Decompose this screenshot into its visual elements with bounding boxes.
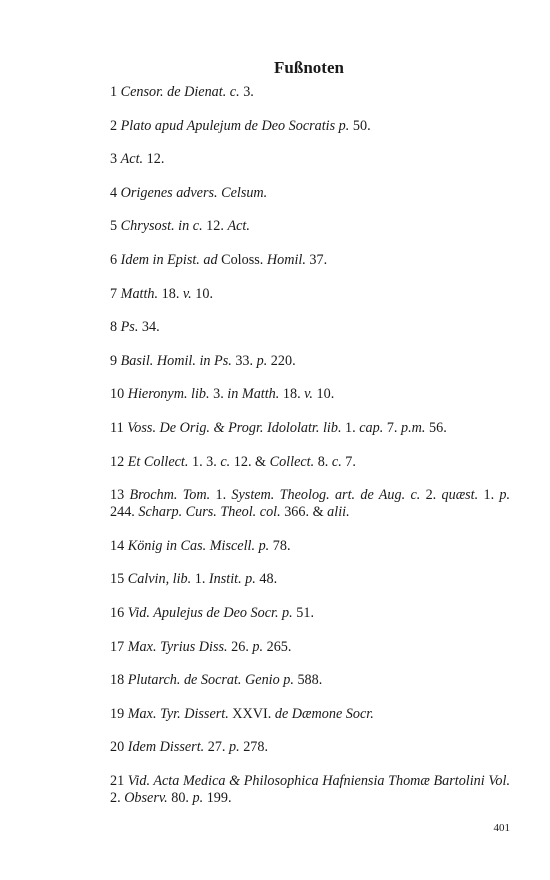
footnote-text-segment: Max. Tyr. Dissert.	[127, 705, 229, 722]
footnote-number: 11	[110, 419, 124, 436]
footnote-text-segment: Max. Tyrius Diss.	[127, 638, 228, 655]
footnote-text-segment: p.	[252, 638, 264, 655]
footnote-number: 15	[110, 571, 125, 588]
footnote-text-segment: Coloss.	[217, 251, 267, 268]
footnote-item	[110, 639, 510, 656]
footnote-text-segment: 7.	[383, 419, 402, 436]
footnote-text-segment: p.	[256, 352, 268, 369]
footnote-text-segment: c.	[331, 453, 342, 470]
footnote-text-segment: 3.	[209, 386, 228, 403]
footnote-text-segment: v.	[182, 285, 192, 302]
footnote-text-segment: Homil.	[266, 251, 306, 268]
footnote-number: 21	[110, 772, 125, 789]
footnote-text-segment: 220.	[267, 352, 296, 369]
footnote-number: 19	[110, 705, 125, 722]
footnote-text-segment: 1. 3.	[188, 453, 221, 470]
footnote-text-segment: Censor. de Dienat. c.	[120, 84, 240, 100]
footnote-text-segment: quæst.	[441, 487, 479, 504]
footnote-text-segment: v.	[304, 386, 313, 403]
footnote-number: 17	[110, 638, 125, 655]
footnote-list	[110, 84, 510, 823]
footnote-text-segment: Idem Dissert.	[127, 739, 205, 756]
footnote-item	[110, 185, 510, 202]
page-number: 401	[493, 822, 510, 834]
footnote-text-segment: 18.	[279, 386, 305, 403]
footnote-text-segment: p.	[192, 789, 204, 806]
footnote-text-segment: 1.	[478, 487, 500, 504]
footnote-item	[110, 386, 510, 403]
footnote-text-segment: 278.	[239, 739, 269, 756]
footnote-item	[110, 487, 510, 521]
footnote-text-segment: Act.	[227, 218, 250, 235]
footnote-text-segment: Matth.	[120, 285, 159, 302]
footnote-number: 8	[110, 319, 118, 336]
footnote-number: 12	[110, 453, 125, 470]
footnote-number: 5	[110, 218, 118, 235]
footnote-text-segment: 366. &	[280, 504, 328, 521]
footnote-item	[110, 286, 510, 303]
footnote-text-segment: de Dæmone Socr.	[274, 705, 374, 722]
footnote-text-segment: 80.	[167, 789, 193, 806]
footnote-number: 6	[110, 251, 118, 268]
footnote-text-segment: p.	[229, 739, 240, 756]
footnote-item	[110, 84, 510, 101]
footnote-text-segment: Brochm. Tom.	[129, 487, 211, 504]
footnote-text-segment: 12.	[202, 218, 228, 235]
footnote-text-segment: XXVI.	[228, 705, 275, 722]
footnote-item	[110, 319, 510, 336]
footnote-text-segment: Chrysost. in c.	[120, 218, 203, 235]
footnote-text-segment: Vid. Apulejus de Deo Socr. p.	[127, 604, 293, 621]
footnote-text-segment: 33.	[231, 352, 257, 369]
footnote-text-segment: c.	[220, 453, 231, 470]
footnote-text-segment: 588.	[293, 672, 323, 689]
footnote-text-segment: 1.	[210, 487, 232, 504]
footnote-item	[110, 252, 510, 269]
footnote-text-segment: 78.	[269, 537, 291, 554]
footnote-text-segment: in Matth.	[227, 386, 280, 403]
footnote-text-segment: 2.	[110, 789, 125, 806]
footnote-text-segment: König in Cas. Miscell. p.	[127, 537, 270, 554]
footnote-number: 4	[110, 184, 118, 201]
footnote-text-segment: 27.	[204, 739, 230, 756]
footnote-text-segment: 56.	[425, 419, 447, 436]
footnote-text-segment: 18.	[158, 285, 183, 302]
footnote-number: 16	[110, 604, 125, 621]
footnote-text-segment: Basil. Homil. in Ps.	[120, 352, 232, 369]
footnote-text-segment: 1.	[341, 419, 360, 436]
footnote-text-segment: 7.	[341, 453, 356, 470]
footnote-item	[110, 151, 510, 168]
footnote-text-segment: Plutarch. de Socrat. Genio p.	[127, 672, 294, 689]
footnote-item	[110, 739, 510, 756]
footnote-text-segment: 48.	[255, 571, 278, 588]
footnote-item	[110, 218, 510, 235]
footnote-item	[110, 454, 510, 471]
footnote-number: 9	[110, 352, 118, 369]
footnote-text-segment: 3.	[239, 84, 254, 100]
footnote-item	[110, 420, 510, 437]
footnote-text-segment: 10.	[191, 285, 213, 302]
footnote-item	[110, 672, 510, 689]
footnote-number: 20	[110, 739, 125, 756]
footnote-text-segment: Origenes advers. Celsum.	[120, 184, 268, 201]
footnote-text-segment: System. Theolog. art. de Aug. c.	[231, 487, 421, 504]
footnote-text-segment: 265.	[263, 638, 292, 655]
footnote-text-segment: 8.	[314, 453, 332, 470]
footnote-number: 14	[110, 537, 125, 554]
footnote-text-segment: Ps.	[120, 319, 139, 336]
footnote-text-segment: Observ.	[124, 789, 168, 806]
footnote-number: 18	[110, 672, 125, 689]
footnote-text-segment: alii.	[327, 504, 350, 521]
footnote-text-segment: 26.	[227, 638, 253, 655]
footnote-text-segment: p.m.	[401, 419, 426, 436]
footnote-text-segment: Instit. p.	[208, 571, 256, 588]
footnote-text-segment: Voss. De Orig. & Progr. Idololatr. lib.	[127, 419, 342, 436]
footnote-item	[110, 706, 510, 723]
footnote-text-segment: 244.	[110, 504, 139, 521]
footnote-text-segment: Vid. Acta Medica & Philosophica Hafniensia Thomæ Bartolini Vol.	[127, 772, 510, 789]
footnote-text-segment: 2.	[420, 487, 442, 504]
page-title: Fußnoten	[274, 58, 344, 77]
footnote-text-segment: 34.	[138, 319, 160, 336]
footnote-text-segment: Plato apud Apulejum de Deo Socratis p.	[120, 117, 350, 134]
footnote-text-segment: 12.	[143, 151, 165, 168]
footnote-number: 2	[110, 117, 118, 134]
footnote-text-segment: Act.	[120, 151, 144, 168]
footnote-text-segment: 1.	[191, 571, 209, 588]
footnote-item	[110, 605, 510, 622]
footnote-text-segment: 199.	[203, 789, 232, 806]
footnote-number: 1	[110, 84, 118, 100]
footnote-text-segment: cap.	[359, 419, 384, 436]
footnote-item	[110, 353, 510, 370]
footnote-number: 3	[110, 151, 118, 168]
footnote-item	[110, 773, 510, 807]
footnote-item	[110, 538, 510, 555]
footnote-item	[110, 118, 510, 135]
footnote-text-segment: Idem in Epist. ad	[120, 251, 218, 268]
footnote-text-segment: 50.	[349, 117, 371, 134]
footnote-text-segment: Scharp. Curs. Theol. col.	[138, 504, 281, 521]
footnote-number: 13	[110, 487, 125, 504]
footnote-text-segment: Et Collect.	[127, 453, 189, 470]
footnote-text-segment: Collect.	[269, 453, 315, 470]
footnote-text-segment: 12. &	[230, 453, 270, 470]
footnote-number: 7	[110, 285, 118, 302]
footnote-number: 10	[110, 386, 125, 403]
footnote-text-segment: Calvin, lib.	[127, 571, 192, 588]
footnote-text-segment: Hieronym. lib.	[127, 386, 210, 403]
footnote-text-segment: p.	[499, 487, 511, 504]
footnote-text-segment: 10.	[312, 386, 335, 403]
footnote-item	[110, 571, 510, 588]
footnote-text-segment: 51.	[292, 604, 314, 621]
footnote-text-segment: 37.	[305, 251, 328, 268]
